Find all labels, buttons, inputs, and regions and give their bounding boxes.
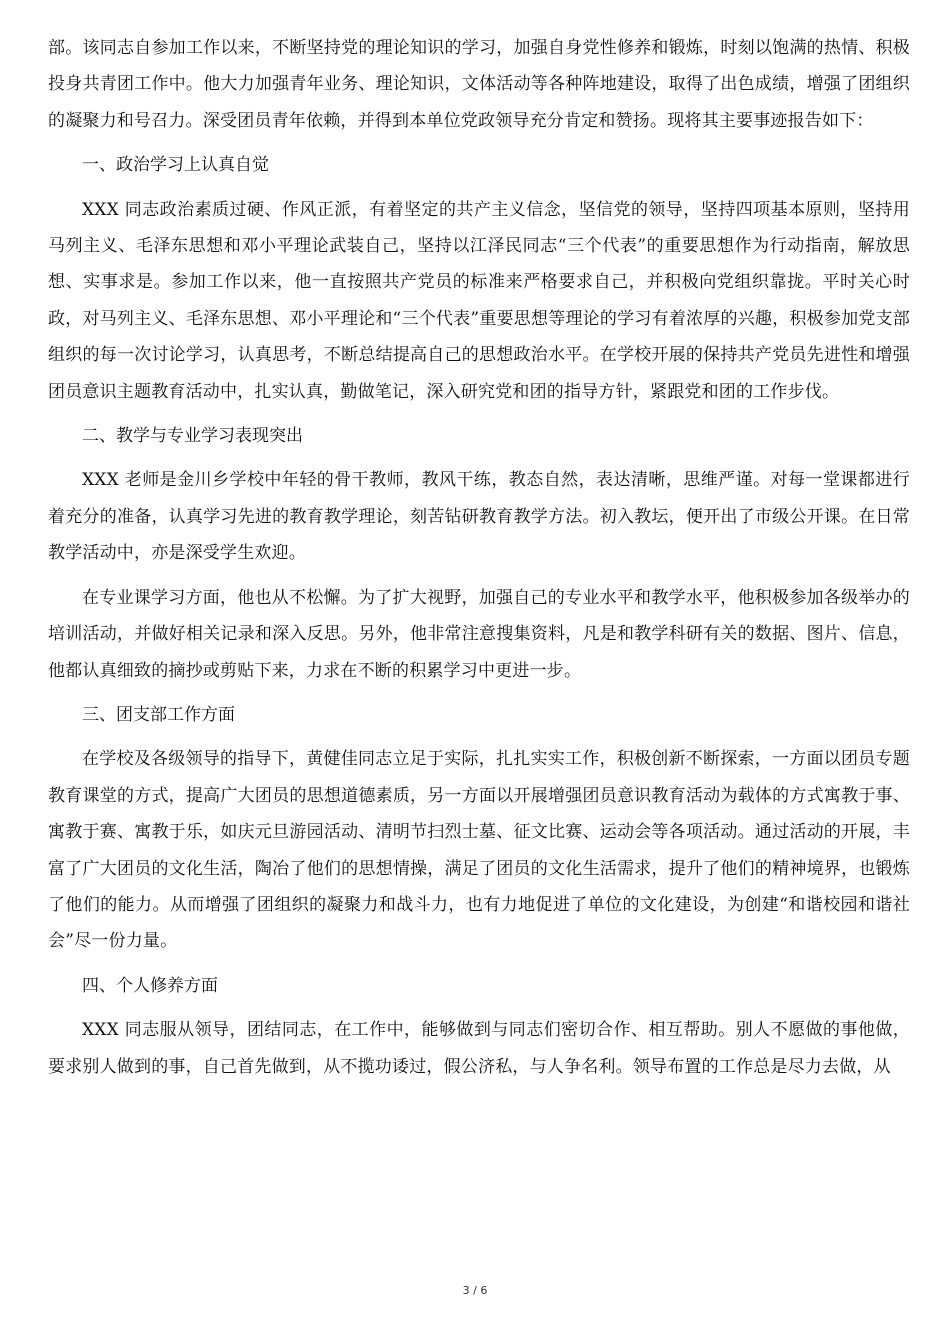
section-3-heading: 三、团支部工作方面 [82,704,235,725]
section-4-paragraph: XXX 同志服从领导，团结同志，在工作中，能够做到与同志们密切合作、相互帮助。别人不愿做的事他做，要求别人做到的事，自己首先做到，从不揽功诿过，假公济私，与人争名利。领导布置的工作总是尽力去做，从 [48,1020,910,1077]
page-number: 3 / 6 [462,1284,488,1297]
section-2-heading: 二、教学与专业学习表现突出 [82,426,303,447]
document-page [48,30,910,1085]
section-2-paragraph-1: XXX 老师是金川乡学校中年轻的骨干教师，教风干练，教态自然，表达清晰，思维严谨。对每一堂课都进行着充分的准备，认真学习先进的教育教学理论，刻苦钻研教育教学方法。初入教坛，便开出了市级公开课。在日常教学活动中，亦是深受学生欢迎。 [48,470,910,564]
section-2-paragraph-2: 在专业课学习方面，他也从不松懈。为了扩大视野，加强自己的专业水平和教学水平，他积极参加各级举办的培训活动，并做好相关记录和深入反思。另外，他非常注意搜集资料，凡是和教学科研有关的数据、图片、信息，他都认真细致的摘抄或剪贴下来，力求在不断的积累学习中更进一步。 [48,587,910,681]
section-4-heading: 四、个人修养方面 [82,975,218,996]
intro-paragraph: 部。该同志自参加工作以来，不断坚持党的理论知识的学习，加强自身党性修养和锻炼，时刻以饱满的热情、积极投身共青团工作中。他大力加强青年业务、理论知识，文体活动等各种阵地建设，取得了出色成绩，增强了团组织的凝聚力和号召力。深受团员青年依赖，并得到本单位党政领导充分肯定和赞扬。现将其主要事迹报告如下： [48,38,910,131]
section-1-heading: 一、政治学习上认真自觉 [82,155,269,176]
section-3-paragraph: 在学校及各级领导的指导下，黄健佳同志立足于实际，扎扎实实工作，积极创新不断探索，一方面以团员专题教育课堂的方式，提高广大团员的思想道德素质，另一方面以开展增强团员意识教育活动为载体的方式寓教于事、寓教于赛、寓教于乐，如庆元旦游园活动、清明节扫烈士墓、征文比赛、运动会等各项活动。通过活动的开展，丰富了广大团员的文化生活，陶冶了他们的思想情操，满足了团员的文化生活需求，提升了他们的精神境界，也锻炼了他们的能力。从而增强了团组织的凝聚力和战斗力，也有力地促进了单位的文化建设，为创建“和谐校园和谐社会”尽一份力量。 [48,749,910,952]
section-1-paragraph: XXX 同志政治素质过硬、作风正派，有着坚定的共产主义信念，坚信党的领导，坚持四项基本原则，坚持用马列主义、毛泽东思想和邓小平理论武装自己，坚持以江泽民同志“三个代表”的重要思想作为行动指南，解放思想、实事求是。参加工作以来，他一直按照共产党员的标准来严格要求自己，并积极向党组织靠拢。平时关心时政，对马列主义、毛泽东思想、邓小平理论和“三个代表”重要思想等理论的学习有着浓厚的兴趣，积极参加党支部组织的每一次讨论学习，认真思考，不断总结提高自己的思想政治水平。在学校开展的保持共产党员先进性和增强团员意识主题教育活动中，扎实认真，勤做笔记，深入研究党和团的指导方针，紧跟党和团的工作步伐。 [48,199,910,402]
